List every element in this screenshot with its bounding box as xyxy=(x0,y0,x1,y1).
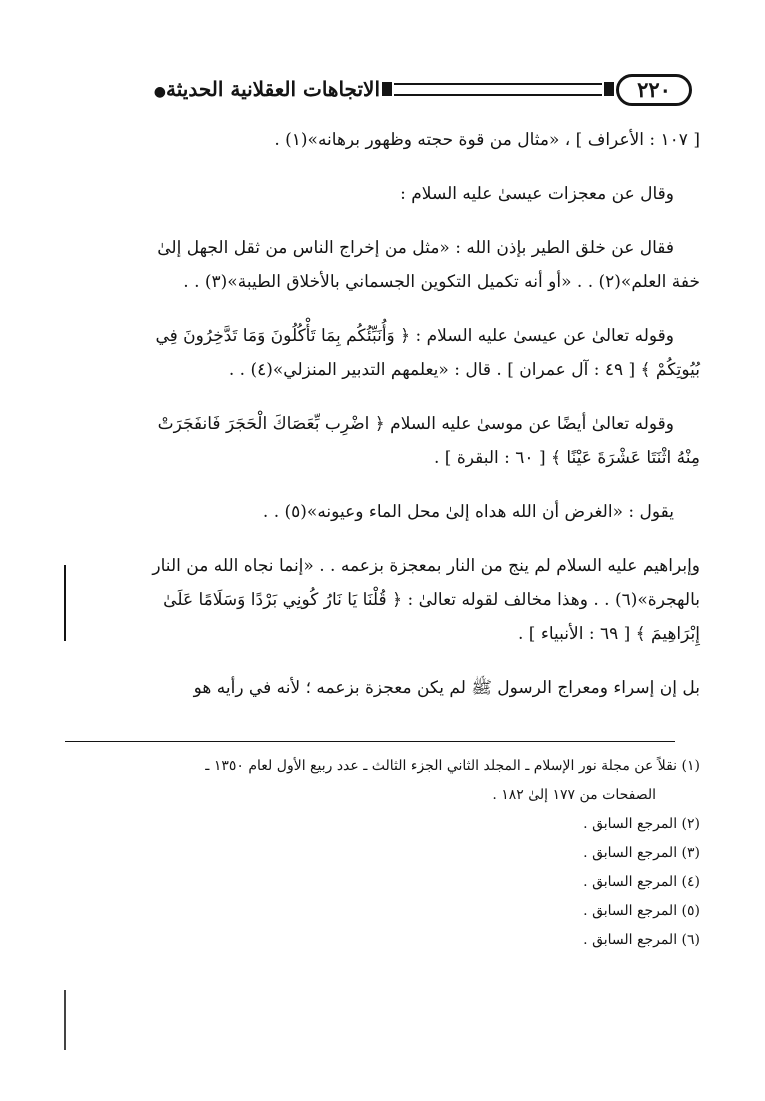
footnote-6: (٦) المرجع السابق . xyxy=(583,932,700,948)
text-line: بُيُوتِكُمْ ﴾ [ ٤٩ : آل عمران ] . قال : «يعلمهم التدبير المنزلي»(٤) . . xyxy=(228,360,700,380)
text-line: وقال عن معجزات عيسىٰ عليه السلام : xyxy=(400,184,674,204)
footnote-5: (٥) المرجع السابق . xyxy=(583,903,700,919)
footnote-separator xyxy=(65,741,675,742)
footnote-2: (٢) المرجع السابق . xyxy=(583,816,700,832)
text-line: خفة العلم»(٢) . . «أو أنه تكميل التكوين الجسماني بالأخلاق الطيبة»(٣) . . xyxy=(183,272,700,292)
title-marker: ● xyxy=(153,84,167,100)
text-line: يقول : «الغرض أن الله هداه إلىٰ محل الماء وعيونه»(٥) . . xyxy=(262,502,674,522)
margin-marker xyxy=(64,990,66,1050)
footnote-4: (٤) المرجع السابق . xyxy=(583,874,700,890)
text-line: وإبراهيم عليه السلام لم ينج من النار بمعجزة بزعمه . . «إنما نجاه الله من النار xyxy=(152,556,700,576)
text-line: وقوله تعالىٰ عن عيسىٰ عليه السلام : ﴿ وَأُنَبِّئُكُم بِمَا تَأْكُلُونَ وَمَا تَدَّخِرُونَ فِي xyxy=(155,326,674,346)
margin-marker xyxy=(64,565,66,641)
running-title xyxy=(60,74,380,107)
footnotes xyxy=(70,752,700,955)
text-line: بالهجرة»(٦) . . وهذا مخالف لقوله تعالىٰ : ﴿ قُلْنَا يَا نَارُ كُونِي بَرْدًا وَسَلَامًا عَلَىٰ xyxy=(163,590,700,610)
text-line: مِنْهُ اثْنَتَا عَشْرَةَ عَيْنًا ﴾ [ ٦٠ : البقرة ] . xyxy=(433,448,700,468)
running-title-text: الاتجاهات العقلانية الحديثة xyxy=(166,77,380,101)
main-text xyxy=(70,123,700,705)
text-line: [ ١٠٧ : الأعراف ] ، «مثال من قوة حجته وظهور برهانه»(١) . xyxy=(274,130,700,150)
footnote-3: (٣) المرجع السابق . xyxy=(583,845,700,861)
text-line: وقوله تعالىٰ أيضًا عن موسىٰ عليه السلام ﴿ اضْرِب بِّعَصَاكَ الْحَجَرَ فَانفَجَرَتْ xyxy=(157,414,674,434)
text-line: فقال عن خلق الطير بإذن الله : «مثل من إخراج الناس من ثقل الجهل إلىٰ xyxy=(157,238,674,258)
page-header xyxy=(70,72,692,112)
text-line: إِبْرَاهِيمَ ﴾ [ ٦٩ : الأنبياء ] . xyxy=(517,624,700,644)
page-number: ٢٢٠ xyxy=(616,74,692,106)
header-rule xyxy=(394,83,602,96)
footnote-1-continued: الصفحات من ١٧٧ إلىٰ ١٨٢ . xyxy=(492,787,656,803)
text-line: بل إن إسراء ومعراج الرسول ﷺ لم يكن معجزة بزعمه ؛ لأنه في رأيه هو xyxy=(193,678,700,698)
footnote-1: (١) نقلاً عن مجلة نور الإسلام ـ المجلد الثاني الجزء الثالث ـ عدد ربيع الأول لعام ١٣٥٠ ـ xyxy=(205,758,700,774)
